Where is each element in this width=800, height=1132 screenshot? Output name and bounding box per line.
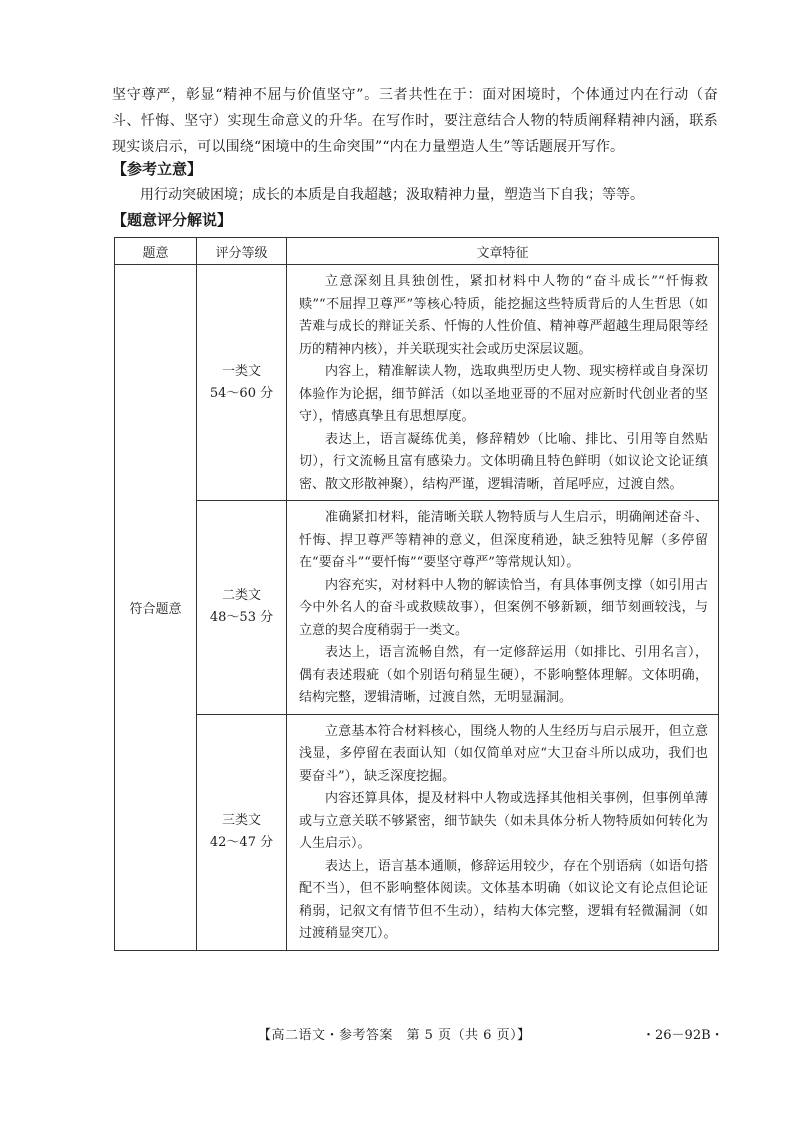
table-header-row: [115, 238, 719, 265]
feature-paragraph: 立意基本符合材料核心，围绕人物的人生经历与启示展开，但立意浅显，多停留在表面认知（如仅简单对应“大卫奋斗所以成功，我们也要奋斗”），缺乏深度挖掘。: [299, 723, 708, 784]
table-row: [115, 714, 719, 950]
level-score: 42～47 分: [209, 835, 274, 850]
intro-paragraph: 坚守尊严，彰显“精神不屈与价值坚守”。三者共性在于：面对困境时，个体通过内在行动（奋斗、忏悔、坚守）实现生命意义的升华。在写作时，要注意结合人物的特质阐释精神内涵，联系现实谈启示，可以围绕“困境中的生命突围”“内在力量塑造人生”等话题展开写作。: [112, 87, 718, 155]
level-name: 一类文: [221, 363, 261, 379]
feature-paragraph: 表达上，语言凝练优美，修辞精妙（比喻、排比、引用等自然贴切），行文流畅且富有感染力。文体明确且特色鲜明（如议论文论证缜密、散文形散神聚），结构严谨，逻辑清晰，首尾呼应，过渡自然。: [299, 431, 708, 492]
feature-paragraph: 立意深刻且具独创性，紧扣材料中人物的“奋斗成长”“忏悔救赎”“不屈捍卫尊严”等核心特质，能挖掘这些特质背后的人生哲思（如苦难与成长的辩证关系、忏悔的人性价值、精神尊严超越生理局限等经历的精神内核），并关联现实社会或历史深层议题。: [299, 274, 708, 357]
level-score: 48～53 分: [209, 610, 274, 626]
reference-heading: 【参考立意】: [112, 160, 203, 178]
feature-paragraph: 表达上，语言基本通顺，修辞运用较少，存在个别语病（如语句搭配不当），但不影响整体阅读。文体基本明确（如议论文有论点但论证稍弱，记叙文有情节但不生动），结构大体完整，逻辑有轻微漏洞（如过渡稍显突兀）。: [299, 858, 708, 941]
feature-paragraph: 内容充实，对材料中人物的解读恰当，有具体事例支撑（如引用古今中外名人的奋斗或救赎故事），但案例不够新颖，细节刻画较浅，与立意的契合度稍弱于一类文。: [299, 577, 708, 638]
grading-table: [114, 237, 719, 951]
reference-text: 用行动突破困境；成长的本质是自我超越；汲取精神力量，塑造当下自我；等等。: [140, 187, 644, 203]
level-cell: [197, 265, 287, 501]
feature-paragraph: 准确紧扣材料，能清晰关联人物特质与人生启示，明确阐述奋斗、忏悔、捍卫尊严等精神的意义，但深度稍逊，缺乏独特见解（多停留在“要奋斗”“要忏悔”“要坚守尊严”等常规认知）。: [299, 510, 708, 570]
column-header-features: 文章特征: [287, 238, 719, 265]
feature-paragraph: 表达上，语言流畅自然，有一定修辞运用（如排比、引用名言），偶有表述瑕疵（如个别语句稍显生硬），不影响整体理解。文体明确，结构完整，逻辑清晰，过渡自然，无明显漏洞。: [299, 645, 708, 705]
level-score: 54～60 分: [209, 385, 274, 401]
table-row: [115, 265, 719, 501]
features-cell: [287, 265, 719, 501]
level-cell: [197, 501, 287, 715]
level-name: 二类文: [221, 588, 261, 604]
features-cell: [287, 714, 719, 950]
level-name: 三类文: [221, 813, 261, 828]
feature-paragraph: 内容还算具体，提及材料中人物或选择其他相关事例，但事例单薄或与立意关联不够紧密，细节缺失（如未具体分析人物特质如何转化为人生启示）。: [299, 791, 708, 851]
meaning-cell: 符合题意: [115, 265, 197, 951]
feature-paragraph: 内容上，精准解读人物，选取典型历史人物、现实榜样或自身深切体验作为论据，细节鲜活（如以圣地亚哥的不屈对应新时代创业者的坚守），情感真挚且有思想厚度。: [299, 364, 708, 424]
page-footer: 【高二语文・参考答案 第 5 页（共 6 页）】: [258, 1028, 531, 1043]
table-row: [115, 501, 719, 715]
column-header-meaning: 题意: [115, 238, 197, 265]
evaluation-heading: 【题意评分解说】: [112, 211, 233, 229]
column-header-level: 评分等级: [197, 238, 287, 265]
level-cell: [197, 714, 287, 950]
page-code: ・26－92B・: [642, 1028, 724, 1043]
features-cell: [287, 501, 719, 715]
